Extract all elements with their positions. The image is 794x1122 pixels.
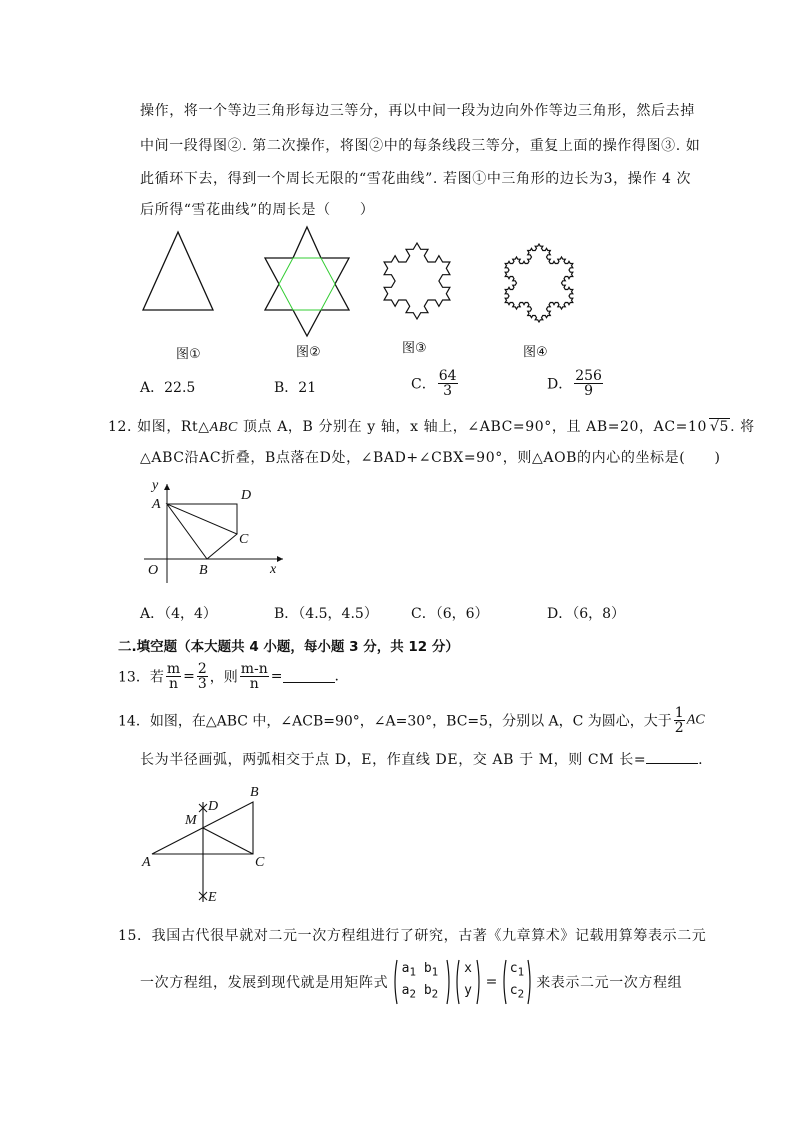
q11-option-c: C． $\frac{64}{3}$ xyxy=(411,368,457,399)
q11-option-d: D． $\frac{256}{9}$ xyxy=(547,368,602,399)
figure-4-snowflake xyxy=(505,244,573,322)
label-y: y xyxy=(152,478,159,493)
label-o: O xyxy=(148,563,159,578)
figure-2-green xyxy=(279,258,335,310)
q11-line-4: 后所得“雪花曲线”的周长是（ ） xyxy=(140,202,375,218)
caption-figure-1: 图① xyxy=(176,347,201,362)
q12-option-d: D．（6，8） xyxy=(547,606,626,622)
figure-3-snowflake xyxy=(384,243,450,319)
label-b: B xyxy=(199,563,208,578)
q15-line-1: 15．我国古代很早就对二元一次方程组进行了研究，古著《九章算术》记载用算筹表示二元 xyxy=(118,928,707,944)
label-a2: A xyxy=(142,855,151,870)
label-b2: B xyxy=(250,785,259,800)
vector-xy: x y xyxy=(455,958,481,1006)
q12-option-a: A．（4，4） xyxy=(140,606,217,622)
label-c: C xyxy=(239,532,249,547)
caption-figure-4: 图④ xyxy=(523,345,548,360)
q12-line-2: △ABC沿AC折叠，B点落在D处，∠BAD+∠CBX=90°，则△AOB的内心的坐标是( ) xyxy=(140,450,721,466)
q11-option-b: B．21 xyxy=(274,380,317,396)
q15-line-2: 一次方程组，发展到现代就是用矩阵式 $a_1$ $b_1$ $a_2$ $b_2$ x y = $c_1$ $c_2$ 来表示二元一次方程组 xyxy=(140,958,682,1008)
fig3-path xyxy=(384,243,450,319)
label-a: A xyxy=(152,497,161,512)
q12-option-c: C．（6，6） xyxy=(411,606,489,622)
caption-figure-3: 图③ xyxy=(402,341,427,356)
label-e: E xyxy=(208,890,217,905)
q11-line-1: 操作，将一个等边三角形每边三等分，再以中间一段为边向外作等边三角形，然后去掉 xyxy=(140,103,695,119)
label-m: M xyxy=(185,813,197,828)
q11-line-3: 此循环下去，得到一个周长无限的“雪花曲线”. 若图①中三角形的边长为3，操作 4 次 xyxy=(140,171,692,187)
q11-option-a: A．22.5 xyxy=(140,380,196,396)
label-x: x xyxy=(270,562,277,577)
q12-line-1: 12. 如图，Rt△ABC 顶点 A，B 分别在 y 轴，x 轴上，∠ABC=90°，且 AB=20，AC=10 √5. 将 xyxy=(108,419,755,435)
vector-c: $c_1$ $c_2$ xyxy=(502,958,532,1006)
q14-line-1: 14．如图，在△ABC 中，∠ACB=90°，∠A=30°，BC=5，分别以 A，C 为圆心，大于 $\frac{1}{2}$ AC xyxy=(118,705,705,736)
q13-line: 13．若 $\frac{m}{n}$ = $\frac{2}{3}$ ，则 $\frac{m-n}{n}$ = . xyxy=(118,661,339,692)
q12-option-b: B．（4.5，4.5） xyxy=(274,606,378,622)
q14-line-2: 长为半径画弧，两弧相交于点 D，E，作直线 DE，交 AB 于 M，则 CM 长= . xyxy=(140,752,704,768)
q11-line-2: 中间一段得图②. 第二次操作，将图②中的每条线段三等分，重复上面的操作得图③. 如 xyxy=(140,138,701,154)
label-c2: C xyxy=(255,855,265,870)
label-d2: D xyxy=(208,799,219,814)
section-heading: 二.填空题（本大题共 4 小题，每小题 3 分，共 12 分） xyxy=(118,639,459,655)
matrix-a: $a_1$ $b_1$ $a_2$ $b_2$ xyxy=(393,958,451,1006)
figure-2-star xyxy=(265,227,349,336)
figure-1-triangle xyxy=(143,232,213,310)
label-d: D xyxy=(241,488,252,503)
fig4-path xyxy=(505,244,573,322)
caption-figure-2: 图② xyxy=(296,345,321,360)
